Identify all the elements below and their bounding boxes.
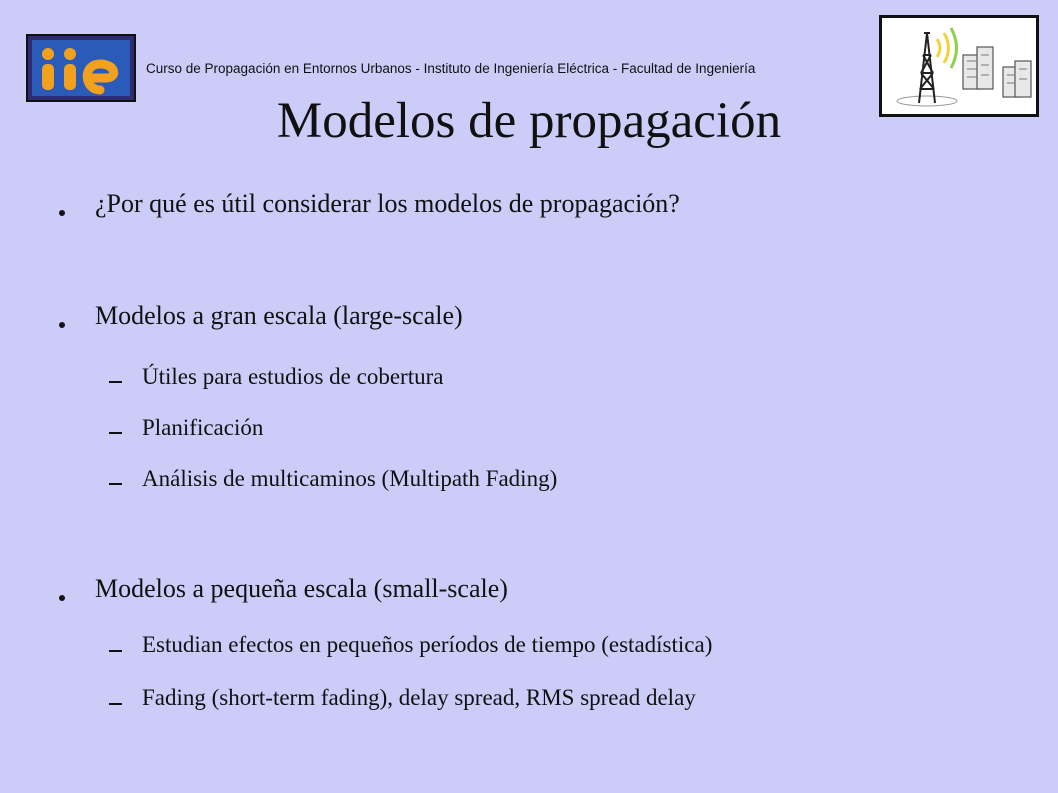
slide-title: Modelos de propagación: [276, 93, 782, 149]
list-item: ¿Por qué es útil considerar los modelos de propagación?: [95, 189, 680, 218]
bullet-icon: [59, 210, 65, 216]
list-item: Planificación: [142, 415, 264, 440]
bullet-icon: [59, 322, 65, 328]
list-item: Útiles para estudios de cobertura: [142, 364, 444, 389]
dash-icon: [109, 432, 122, 434]
list-item: Modelos a gran escala (large-scale): [95, 301, 463, 330]
dash-icon: [109, 381, 122, 383]
list-item: Modelos a pequeña escala (small-scale): [95, 574, 508, 603]
dash-icon: [109, 703, 122, 705]
dash-icon: [109, 650, 122, 652]
list-item: Análisis de multicaminos (Multipath Fading): [142, 466, 558, 491]
dash-icon: [109, 483, 122, 485]
list-item: Fading (short-term fading), delay spread, RMS spread delay: [142, 685, 696, 710]
list-item: Estudian efectos en pequeños períodos de tiempo (estadística): [142, 632, 713, 657]
course-header: Curso de Propagación en Entornos Urbanos - Instituto de Ingeniería Eléctrica - Facultad de Ingeniería: [146, 61, 756, 76]
bullet-icon: [59, 595, 65, 601]
